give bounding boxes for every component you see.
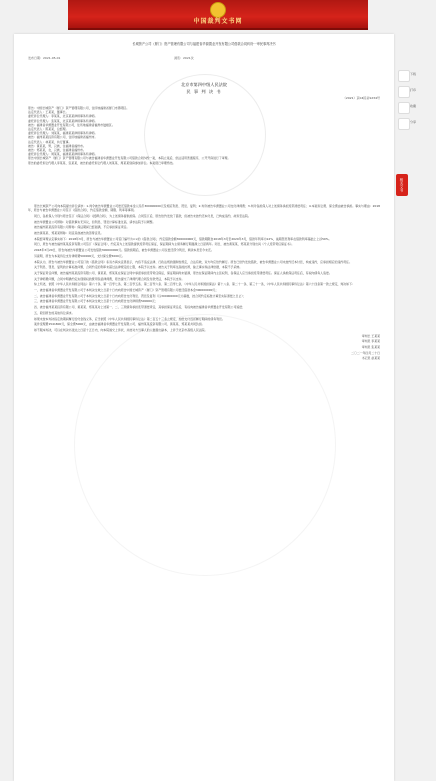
document-type: 民 事 判 决 书 xyxy=(186,89,222,94)
body-paragraph: 被告福州某某投资有限公司辩称：保证期间已经届满，不应承担保证责任。 xyxy=(34,225,130,230)
party-line: 委托诉讼代理人：周某某，福建某某律师事务所律师。 xyxy=(28,152,98,157)
signature-line: 审判长 王某某 xyxy=(361,333,380,338)
party-line: 原告：中国长城资产（厦门）资产管理有限公司，住所地福建省厦门市思明区。 xyxy=(28,106,130,110)
right-toolbar xyxy=(396,34,436,334)
case-number: （2021）京04民初1234号 xyxy=(342,96,380,100)
court-name: 北京市第四中级人民法院 xyxy=(180,82,228,87)
body-paragraph: 案件受理费1541800元，保全费5000元，由被告福建省华源置业开发有限公司、福州某某投资有限公司、黄某某、郑某某共同负担。 xyxy=(34,322,205,327)
signature-line: 审判员 张某某 xyxy=(361,345,380,350)
body-paragraph: 被告黄某某、郑某某辩称：同意其他被告的答辩意见。 xyxy=(34,231,104,236)
party-line: 法定代表人：王某某，董事长。 xyxy=(28,110,69,115)
party-line: 委托诉讼代理人：张某某，北京某某律师事务所律师。 xyxy=(28,118,98,123)
publish-date: 发布日期：2021-05-01 xyxy=(28,56,61,60)
party-line: 委托诉讼代理人：李某某，北京某某律师事务所律师。 xyxy=(28,114,98,119)
body-paragraph: 关于保证责任问题，被告福州某某投资有限公司、黄某某、郑某某在保证合同中承诺承担连带责任保证，保证期间尚未届满，原告在保证期间内主张权利，各保证人应当承担连带清偿责任。保证人承担保证责任后，有权向债务人追偿。 xyxy=(34,270,332,275)
body-paragraph: 同日，各担保人分别与原告签订《保证合同》《抵押合同》，为上述债务提供担保。合同签订后，原告依约发放了借款，但被告未按约还本付息，已构成违约，故诉至法院。 xyxy=(34,213,251,218)
body-paragraph: 如不服本判决，可以在判决书送达之日起十五日内，向本院递交上诉状，并按对方当事人的人数提出副本，上诉于北京市高级人民法院。 xyxy=(34,327,208,332)
favorite-label[interactable]: 收藏 xyxy=(410,104,417,108)
site-title[interactable]: 中国裁判文书网 xyxy=(193,18,243,25)
body-paragraph: 二、被告福建省华源置业开发有限公司于本判决生效之日起十日内向原告支付利息、罚息及复利（以300000000元为基数，按合同约定标准计算至实际清偿之日止）； xyxy=(34,293,246,298)
party-line: 法定代表人：陈某某，总经理。 xyxy=(28,127,69,132)
body-paragraph: 一、被告福建省华源置业开发有限公司于本判决生效之日起十日内向原告中国长城资产（厦门）资产管理有限公司偿还借款本金300000000元； xyxy=(34,288,219,293)
body-paragraph: 本院认为，原告与被告华源置业公司签订的《借款合同》系双方真实意思表示，内容不违反法律、行政法规的强制性规定，合法有效，双方均应依约履行。原告已依约发放借款，被告华源置业公司未按约还本付息，构成违约，应承担相应的违约责任。 xyxy=(34,259,352,264)
party-line: 原告中国长城资产（厦门）资产管理有限公司与被告福建省华源置业开发有限公司借款合同纠纷一案，本院立案后，依法适用普通程序，公开开庭进行了审理。 xyxy=(28,156,231,161)
party-line: 委托诉讼代理人：刘某某，福建某某律师事务所律师。 xyxy=(28,131,98,136)
download-label[interactable]: 下载 xyxy=(410,72,417,76)
favorite-icon[interactable] xyxy=(398,102,410,114)
party-line: 被告：黄某某，男，汉族，住福建省福州市。 xyxy=(28,143,86,148)
judgment-body xyxy=(28,204,380,774)
signature-line: 二〇二一年四月二十日 xyxy=(351,350,380,355)
body-paragraph: 同日，原告与被告福州某某投资有限公司签订《保证合同》，约定其为上述借款提供连带责任保证，保证期间为主债务履行期届满之日起两年。同日，被告黄某某、郑某某分别出具《个人连带责任保证书》。 xyxy=(34,242,295,247)
related-docs-tab[interactable]: 相关文书 xyxy=(396,174,408,196)
body-paragraph: 四、被告福州某某投资有限公司、黄某某、郑某某对上述第一、二、三项债务承担连带清偿责任，其承担保证责任后，有权向被告福建省华源置业开发有限公司追偿； xyxy=(34,305,246,310)
body-paragraph: 原告长城资产公司向本院提出诉讼请求：1.判令被告华源置业公司偿还借款本金人民币300000000元及相应利息、罚息、复利；2.判令被告华源置业公司支付律师费；3.判令各担保人对上述债务承担连带清偿责任；4.本案诉讼费、保全费由被告承担。事实与理由：2018年，原告与被告华源置业公司签订《借款合同》，约定借款金额、期限、利率等事项。 xyxy=(28,204,380,213)
body-paragraph: 三、被告福建省华源置业开发有限公司于本判决生效之日起十日内向原告支付律师费500000元； xyxy=(34,299,158,304)
body-paragraph: 综上所述，依照《中华人民共和国合同法》第六十条、第一百零七条、第二百零五条、第二百零六条、第二百零七条，《中华人民共和国担保法》第十八条、第二十一条、第三十一条，《中华人民共和国民事诉讼法》第六十四条第一款之规定，判决如下： xyxy=(34,282,355,287)
body-paragraph: 本院经审理认定事实如下：2018年3月，原告与被告华源置业公司签订编号为××的《借款合同》，约定借款金额300000000元，借款期限自2018年3月至2020年3月，借款年利率为12%，逾期罚息利率在借款利率基础上上浮50%。 xyxy=(34,236,332,241)
party-line: 原告的委托诉讼代理人李某某、张某某，被告的委托诉讼代理人刘某某、周某某到庭参加诉讼。本案现已审理终结。 xyxy=(28,160,176,165)
share-icon[interactable] xyxy=(398,118,410,130)
body-paragraph: 被告华源置业公司辩称：对借款事实无异议，但利息、罚息计算标准过高，请求法院予以调整。 xyxy=(34,219,156,224)
signature-line: 审判员 李某某 xyxy=(361,339,380,344)
parties-section xyxy=(28,106,380,165)
site-header xyxy=(0,0,436,30)
party-line: 被告：福建省华源置业开发有限公司，住所地福建省福州市鼓楼区。 xyxy=(28,122,115,127)
document-page xyxy=(14,34,394,781)
signature-line: 书记员 赵某某 xyxy=(361,356,380,361)
body-paragraph: 如果未按本判决指定的期间履行给付金钱义务，应当依照《中华人民共和国民事诉讼法》第二百五十三条之规定，加倍支付迟延履行期间的债务利息。 xyxy=(34,316,225,321)
document-headline: 长城资产公司（厦门）资产管理有限公司与福建省华源置业开发有限公司借款合同纠纷一审民事判决书 xyxy=(132,42,276,46)
download-icon[interactable] xyxy=(398,70,410,82)
party-line: 被告：郑某某，女，汉族，住福建省福州市。 xyxy=(28,148,86,153)
print-label[interactable]: 打印 xyxy=(410,88,417,92)
view-count: 浏览：2021次 xyxy=(174,56,194,60)
body-paragraph: 2018年3月20日，原告向被告华源置业公司发放借款300000000元。借款到期后，被告华源置业公司仅偿还部分利息，剩余本息至今未还。 xyxy=(34,248,214,253)
share-label[interactable]: 分享 xyxy=(410,120,417,124)
print-icon[interactable] xyxy=(398,86,410,98)
party-line: 被告：福州某某投资有限公司，住所地福建省福州市。 xyxy=(28,135,98,140)
body-paragraph: 五、驳回原告的其他诉讼请求。 xyxy=(34,310,75,315)
party-line: 法定代表人：林某某，执行董事。 xyxy=(28,139,72,144)
body-paragraph: 关于律师费问题，合同中明确约定实现债权的费用包括律师费，原告提交了律师代理合同及付款凭证，本院予以支持。 xyxy=(34,276,185,281)
body-paragraph: 关于利息、罚息、复利的计算标准问题，合同约定的利率未超过法律规定的上限，本院予以支持。被告关于利率过高的抗辩，缺乏事实和法律依据，本院不予采纳。 xyxy=(34,265,243,270)
body-paragraph: 另查明，原告为本案诉讼支付律师费500000元，支付保全费5000元。 xyxy=(34,253,125,258)
